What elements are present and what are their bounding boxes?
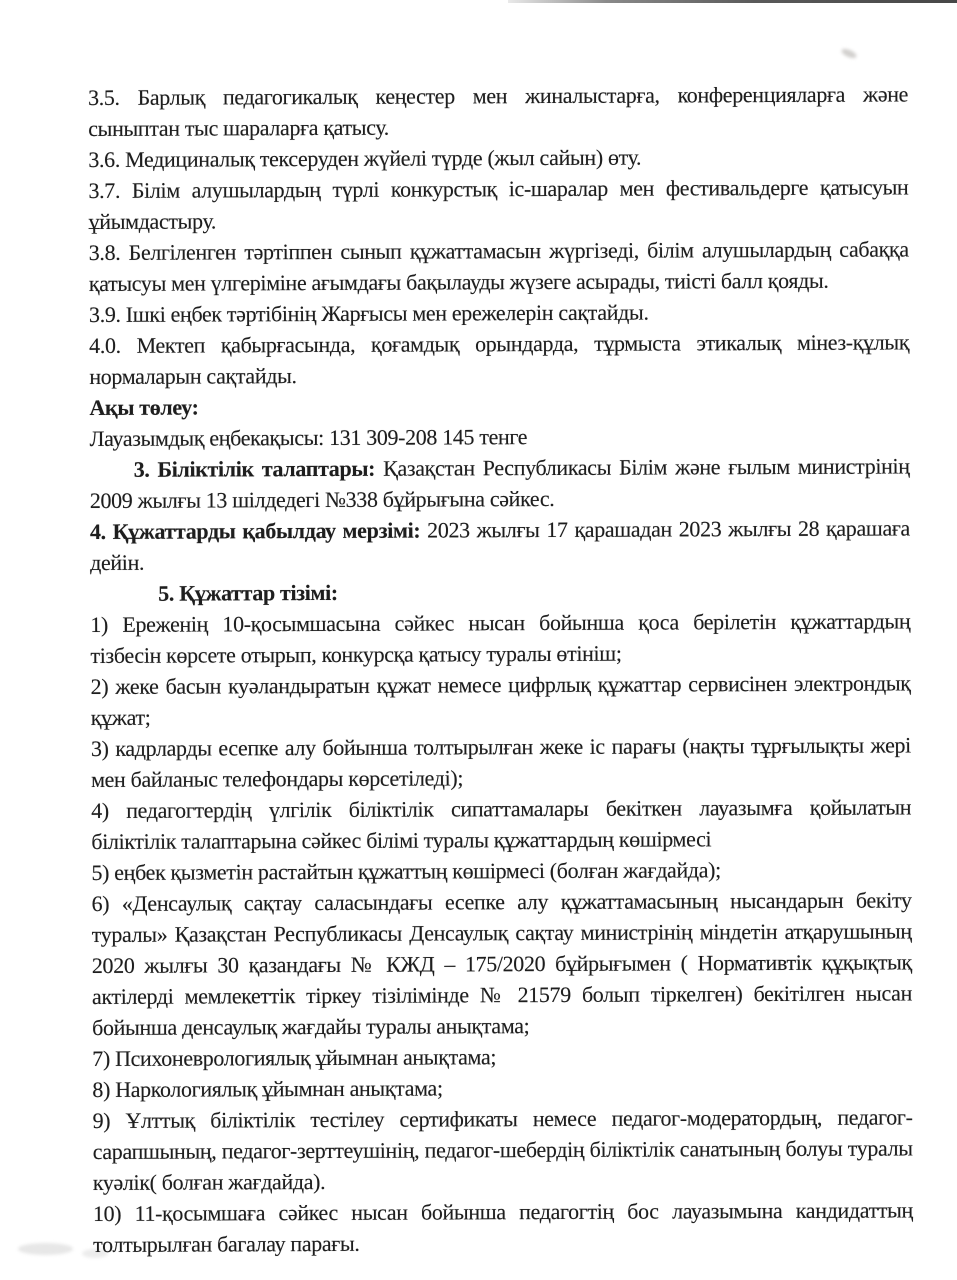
pay-section-heading <box>89 388 909 423</box>
list-item-2 <box>91 667 911 733</box>
document-body-text <box>88 78 913 1260</box>
list-item-text: 9) Ұлттық біліктілік тестілеу сертификаты немесе педагог-модератордың, педагог-сарапшының, педагог-зерттеушінің, педагог-шебердің біліктілік санатының болуы туралы куәлік( болған жағдайда). <box>92 1104 913 1195</box>
scan-edge-artifact <box>508 0 957 3</box>
list-item-4 <box>91 791 911 857</box>
list-item-9 <box>92 1101 912 1198</box>
list-item-text: 2) жеке басын куәландыратын құжат немесе цифрлық құжаттар сервисінен электрондық құжат; <box>90 670 911 730</box>
list-item-text: 3) кадрларды есепке алу бойынша толтырылған жеке іс парағы (нақты тұрғылықты жері мен байланыс телефондары көрсетіледі); <box>90 732 911 792</box>
list-item-text: 1) Ереженің 10-қосымшасына сәйкес нысан бойынша қоса берілетін құжаттардың тізбесін көрсете отырып, конкурсқа қатысу туралы өтініш; <box>90 608 911 668</box>
qualification-requirements <box>90 450 910 516</box>
list-item-text: 6) «Денсаулық сақтау саласындағы есепке алу құжаттамасының нысандарын бекіту туралы» Қазақстан Республикасы Денсаулық сақтау министрінің міндетін атқарушының 2020 жылғы 30 қазандағы № КЖД – 175/2020 бұйрығымен ( Нормативтік құқықтық актілерді мемлекеттік тіркеу тізілімінде № 21579 болып тіркелген) бекітілген нысан бойынша денсаулық жағдайы туралы анықтама; <box>91 887 913 1040</box>
list-item-text: 5) еңбек қызметін растайтын құжаттың көшірмесі (болған жағдайда); <box>91 857 721 885</box>
paragraph-text: 3.8. Белгіленген тәртіппен сынып құжаттамасын жүргізеді, білім алушылардың сабаққа қатысуы мен үлгеріміне ағымдағы бақылауды жүзеге асырады, тиісті балл қояды. <box>88 236 909 296</box>
paragraph-text: 4.0. Мектеп қабырғасында, қоғамдық орындарда, тұрмыста этикалық мінез-құлық нормаларын сақтайды. <box>89 329 910 389</box>
documents-list-heading <box>90 574 910 609</box>
list-item-8 <box>92 1070 912 1105</box>
paragraph-text: 3.5. Барлық педагогикалық кеңестер мен жиналыстарға, конференцияларға және сыныптан тыс шараларға қатысу. <box>88 81 909 141</box>
list-item-text: 10) 11-қосымшаға сәйкес нысан бойынша педагогтің бос лауазымына кандидаттың толтырылған багалау парағы. <box>92 1197 913 1257</box>
paragraph-text: 3.9. Ішкі еңбек тәртібінің Жарғысы мен ережелерін сақтайды. <box>88 299 649 327</box>
salary-line <box>89 419 909 454</box>
list-item-text: 8) Наркологиялық ұйымнан анықтама; <box>92 1075 443 1102</box>
list-item-3 <box>91 729 911 795</box>
heading-lead: 3. Біліктілік талаптары: <box>133 455 376 482</box>
paragraph-3-5 <box>88 78 908 144</box>
paragraph-text: 3.6. Медициналық тексеруден жүйелі түрде (жыл сайын) өту. <box>88 144 642 172</box>
paragraph-3-6 <box>88 140 908 175</box>
heading-text: Ақы төлеу: <box>89 394 199 420</box>
list-item-10 <box>93 1194 913 1260</box>
paragraph-3-8 <box>89 233 909 299</box>
list-item-text: 4) педагогтердің үлгілік біліктілік сипаттамалары бекіткен лауазымға қойылатын біліктілік талаптарына сәйкес білімі туралы құжаттардың көшірмесі <box>91 794 912 854</box>
heading-lead: 4. Құжаттарды қабылдау мерзімі: <box>89 517 421 544</box>
list-item-7 <box>92 1039 912 1074</box>
paragraph-3-9 <box>89 295 909 330</box>
scan-smudge <box>18 1243 73 1255</box>
paragraph-text: 3.7. Білім алушылардың түрлі конкурстық іс-шаралар мен фестивальдерге қатысуын ұйымдастыру. <box>88 174 909 234</box>
list-item-text: 7) Психоневрологиялық ұйымнан анықтама; <box>92 1044 497 1071</box>
paragraph-text: Қазақстан Республикасы Білім және ғылым министрінің 2009 жылғы 13 шілдедегі №338 бұйрығына сәйкес. <box>89 453 910 513</box>
application-deadline <box>90 512 910 578</box>
list-item-1 <box>90 605 910 671</box>
paragraph-text: Лауазымдық еңбекақысы: 131 309-208 145 тенге <box>89 424 528 451</box>
paragraph-text: 2023 жылғы 17 қарашадан 2023 жылғы 28 қарашаға дейін. <box>90 515 910 575</box>
heading-text: 5. Құжаттар тізімі: <box>158 579 338 606</box>
list-item-5 <box>91 853 911 888</box>
scan-smudge <box>840 47 857 60</box>
list-item-6 <box>92 884 913 1043</box>
paragraph-3-7 <box>88 171 908 237</box>
paragraph-4-0 <box>89 326 909 392</box>
